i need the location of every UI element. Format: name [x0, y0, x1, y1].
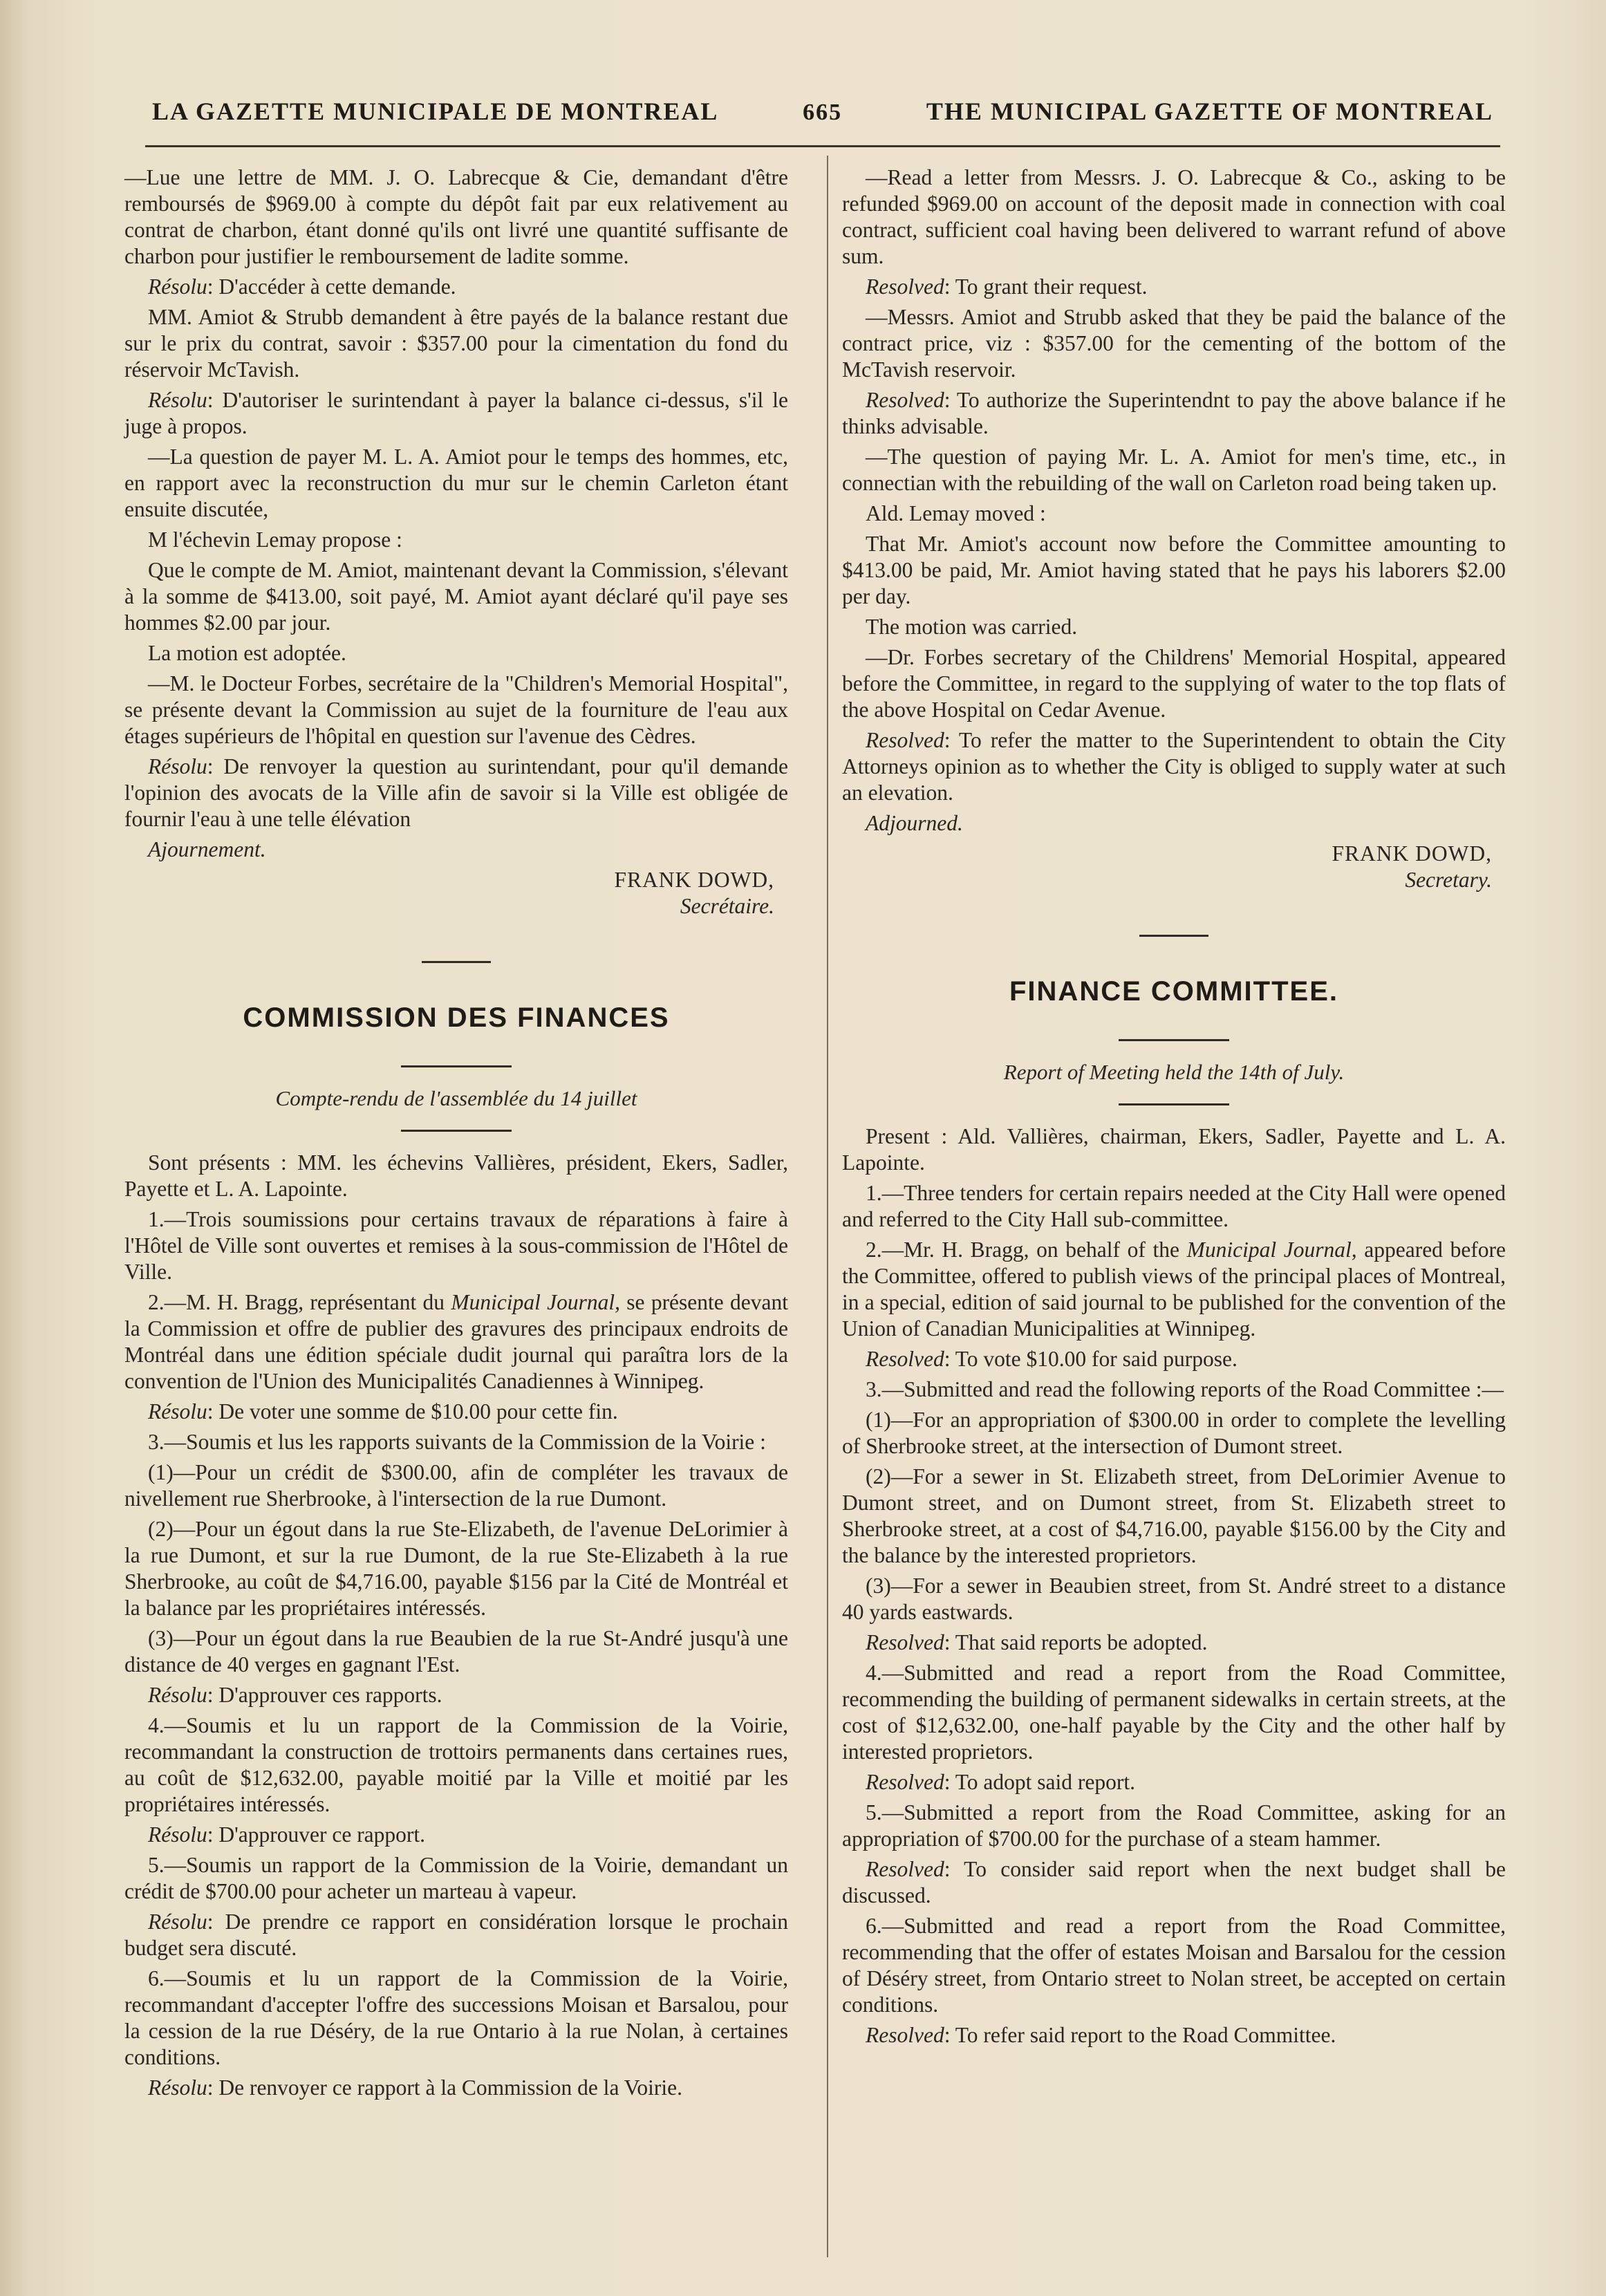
paragraph: 3.—Soumis et lus les rapports suivants de la Commission de la Voirie :: [148, 1430, 766, 1454]
paragraph: Ald. Lemay moved :: [866, 501, 1046, 525]
section-title: COMMISSION DES FINANCES: [243, 1002, 670, 1033]
resolution-label: Resolved: [866, 274, 944, 299]
paragraph: —Lue une lettre de MM. J. O. Labrecque & Cie, demandant d'être remboursés de $969.00 à compte du dépôt fait par eux relativement au contrat de charbon, étant donné qu'ils ont livré une quantité suffisante de charbon pour justifier le remboursement de ladite somme.: [124, 165, 788, 268]
resolution-label: Resolved: [866, 388, 944, 412]
paragraph: (3)—Pour un égout dans la rue Beaubien de la rue St-André jusqu'à une distance de 40 verges en gagnant l'Est.: [124, 1626, 788, 1677]
paragraph: —Dr. Forbes secretary of the Childrens' Memorial Hospital, appeared before the Committee, in regard to the supplying of water to the top flats of the above Hospital on Cedar Avenue.: [842, 645, 1506, 722]
title-rule: [401, 1065, 512, 1067]
header-french-title: LA GAZETTE MUNICIPALE DE MONTREAL: [152, 97, 719, 125]
resolution-label: Résolu: [148, 274, 207, 299]
resolution: [842, 387, 1506, 440]
page-header: [152, 97, 1493, 126]
paragraph: 6.—Submitted and read a report from the Road Committee, recommending that the offer of estates Moisan and Barsalou for the cession of Déséry street, from Ontario street to Nolan street, be accepted on certain conditions.: [842, 1914, 1506, 2017]
paragraph: Que le compte de M. Amiot, maintenant devant la Commission, s'élevant à la somme de $413.00, soit payé, M. Amiot ayant déclaré qu'il paye ses hommes $2.00 par jour.: [124, 558, 788, 635]
paragraph: 6.—Soumis et lu un rapport de la Commission de la Voirie, recommandant d'accepter l'offre des successions Moisan et Barsalou, pour la cession de la rue Déséry, de la rue Ontario à la rue Nolan, à certaines conditions.: [124, 1966, 788, 2069]
resolution-text: : To authorize the Superintendnt to pay the above balance if he thinks advisable.: [842, 388, 1506, 438]
section-separator: [422, 961, 491, 963]
resolution-text: : To vote $10.00 for said purpose.: [944, 1347, 1238, 1371]
signature-title: Secrétaire.: [680, 894, 774, 918]
adjournment: Adjourned.: [866, 811, 963, 835]
resolution-text: : To consider said report when the next budget shall be discussed.: [842, 1857, 1506, 1907]
paragraph: —La question de payer M. L. A. Amiot pour le temps des hommes, etc, en rapport avec la reconstruction du mur sur le chemin Carleton étant ensuite discutée,: [124, 445, 788, 521]
resolution-text: : D'approuver ce rapport.: [207, 1822, 426, 1847]
paragraph: (1)—For an appropriation of $300.00 in order to complete the levelling of Sherbrooke street, at the intersection of Dumont street.: [842, 1408, 1506, 1458]
paragraph: La motion est adoptée.: [148, 641, 346, 665]
resolution-text: : D'autoriser le surintendant à payer la balance ci-dessus, s'il le juge à propos.: [124, 388, 788, 438]
journal-name: Municipal Journal,: [1186, 1238, 1357, 1262]
resolution-text: : To adopt said report.: [944, 1770, 1135, 1794]
section-subtitle: Compte-rendu de l'assemblée du 14 juillet: [275, 1086, 637, 1110]
paragraph: (2)—For a sewer in St. Elizabeth street, from DeLorimier Avenue to Dumont street, and on Dumont street, from St. Elizabeth street to Sherbrooke street, at a cost of $4,716.00, payable $156.00 by the City and the balance by the interested proprietors.: [842, 1464, 1506, 1567]
paragraph: Present : Ald. Vallières, chairman, Ekers, Sadler, Payette and L. A. Lapointe.: [842, 1124, 1506, 1175]
resolution-label: Résolu: [148, 754, 207, 778]
resolution: [124, 754, 788, 832]
subtitle-rule: [401, 1130, 512, 1132]
resolution-text: : De prendre ce rapport en considération lorsque le prochain budget sera discuté.: [124, 1910, 788, 1960]
paragraph: (3)—For a sewer in Beaubien street, from St. André street to a distance 40 yards eastwards.: [842, 1574, 1506, 1624]
resolution: [842, 2022, 1506, 2048]
resolution-label: Resolved: [866, 728, 944, 752]
paragraph: 4.—Submitted and read a report from the Road Committee, recommending the building of permanent sidewalks in certain streets, at the cost of $12,632.00, one-half payable by the City and the other half by interested proprietors.: [842, 1661, 1506, 1764]
resolution: [842, 727, 1506, 806]
column-divider: [827, 156, 828, 2257]
resolution: [124, 2075, 788, 2101]
resolution-label: Resolved: [866, 1347, 944, 1371]
resolution: [842, 1856, 1506, 1909]
header-english-title: THE MUNICIPAL GAZETTE OF MONTREAL: [926, 97, 1493, 125]
signature-name: FRANK DOWD,: [614, 868, 774, 892]
resolution: [842, 1346, 1506, 1372]
resolution-label: Resolved: [866, 2023, 944, 2047]
resolution: [842, 1630, 1506, 1656]
paragraph: 4.—Soumis et lu un rapport de la Commission de la Voirie, recommandant la construction de trottoirs permanents dans certaines rues, au coût de $12,632.00, payable moitié par la Ville et moitié par les propriétaires intéressés.: [124, 1713, 788, 1816]
paragraph: 5.—Soumis un rapport de la Commission de la Voirie, demandant un crédit de $700.00 pour acheter un marteau à vapeur.: [124, 1853, 788, 1903]
resolution-label: Résolu: [148, 1399, 207, 1424]
resolution: [124, 1909, 788, 1961]
paragraph: —The question of paying Mr. L. A. Amiot for men's time, etc., in connectian with the rebuilding of the wall on Carleton road being taken up.: [842, 445, 1506, 495]
resolution: [124, 1822, 788, 1848]
english-column: [842, 165, 1506, 2053]
resolution-label: Resolved: [866, 1630, 944, 1654]
section-subtitle: Report of Meeting held the 14th of July.: [1003, 1060, 1345, 1084]
resolution: [124, 274, 788, 300]
adjournment: Ajournement.: [148, 837, 266, 861]
paragraph: [842, 1237, 1506, 1342]
resolution: [124, 1682, 788, 1708]
journal-name: Municipal Journal,: [451, 1290, 620, 1314]
paragraph: (1)—Pour un crédit de $300.00, afin de compléter les travaux de nivellement rue Sherbrooke, à l'intersection de la rue Dumont.: [124, 1460, 788, 1511]
paragraph: The motion was carried.: [866, 615, 1078, 639]
paragraph: MM. Amiot & Strubb demandent à être payés de la balance restant due sur le prix du contrat, savoir : $357.00 pour la cimentation du fond du réservoir McTavish.: [124, 305, 788, 382]
paragraph: —M. le Docteur Forbes, secrétaire de la "Children's Memorial Hospital", se présente devant la Commission au sujet de la fourniture de l'eau aux étages supérieurs de l'hôpital en question sur l'avenue des Cèdres.: [124, 671, 788, 748]
resolution-text: : To refer the matter to the Superintendent to obtain the City Attorneys opinion as to whether the City is obliged to supply water at such an elevation.: [842, 728, 1506, 805]
paragraph-text: 2.—Mr. H. Bragg, on behalf of the: [866, 1238, 1187, 1262]
resolution-text: : To refer said report to the Road Committee.: [944, 2023, 1336, 2047]
resolution-label: Resolved: [866, 1770, 944, 1794]
subtitle-rule: [1119, 1103, 1229, 1105]
resolution-text: : D'approuver ces rapports.: [207, 1683, 442, 1707]
resolution-text: : De renvoyer la question au surintendant, pour qu'il demande l'opinion des avocats de la Ville afin de savoir si la Ville est obligée de fournir l'eau à une telle élévation: [124, 754, 788, 831]
paragraph-text: 2.—M. H. Bragg, représentant du: [148, 1290, 451, 1314]
paragraph-text: appeared before the Committee, offered to publish views of the principal places of Montreal, in a special, edition of said journal to be published for the convention of the Union of Canadian Municipalities at Winnipeg.: [842, 1238, 1506, 1341]
resolution-text: : D'accéder à cette demande.: [207, 274, 456, 299]
resolution-label: Résolu: [148, 1910, 207, 1934]
page-number: 665: [803, 100, 843, 125]
paragraph: 1.—Trois soumissions pour certains travaux de réparations à faire à l'Hôtel de Ville sont ouvertes et remises à la sous-commission de l'Hôtel de Ville.: [124, 1207, 788, 1284]
resolution-label: Résolu: [148, 2075, 207, 2100]
resolution-text: : That said reports be adopted.: [944, 1630, 1208, 1654]
resolution-text: : De voter une somme de $10.00 pour cette fin.: [207, 1399, 618, 1424]
paragraph: (2)—Pour un égout dans la rue Ste-Elizabeth, de l'avenue DeLorimier à la rue Dumont, et sur la rue Dumont, de la rue Ste-Elizabeth à la rue Sherbrooke, au coût de $4,716.00, payable $156 par la Cité de Montréal et la balance par les propriétaires intéressés.: [124, 1517, 788, 1620]
signature-title: Secretary.: [1405, 868, 1492, 892]
paragraph: Sont présents : MM. les échevins Vallières, président, Ekers, Sadler, Payette et L. A. Lapointe.: [124, 1150, 788, 1201]
paragraph: 1.—Three tenders for certain repairs needed at the City Hall were opened and referred to the City Hall sub-committee.: [842, 1181, 1506, 1231]
paragraph: —Messrs. Amiot and Strubb asked that they be paid the balance of the contract price, viz : $357.00 for the cementing of the bottom of the McTavish reservoir.: [842, 305, 1506, 382]
resolution-label: Résolu: [148, 388, 207, 412]
resolution: [842, 1769, 1506, 1795]
paragraph: 5.—Submitted a report from the Road Committee, asking for an appropriation of $700.00 for the purchase of a steam hammer.: [842, 1800, 1506, 1851]
resolution-label: Resolved: [866, 1857, 944, 1881]
resolution: [124, 387, 788, 440]
section-separator: [1139, 935, 1208, 937]
paragraph: M l'échevin Lemay propose :: [148, 528, 402, 552]
resolution-text: : To grant their request.: [944, 274, 1148, 299]
french-column: [124, 165, 788, 2105]
signature-name: FRANK DOWD,: [1332, 841, 1492, 866]
title-rule: [1119, 1039, 1229, 1041]
resolution-text: : De renvoyer ce rapport à la Commission de la Voirie.: [207, 2075, 683, 2100]
paragraph: 3.—Submitted and read the following reports of the Road Committee :—: [866, 1377, 1504, 1401]
paragraph: —Read a letter from Messrs. J. O. Labrecque & Co., asking to be refunded $969.00 on account of the deposit made in connection with coal contract, sufficient coal having been delivered to warrant refund of above sum.: [842, 165, 1506, 268]
resolution-label: Résolu: [148, 1822, 207, 1847]
paragraph-text: se présente devant la Commission et offre de publier des gravures des principaux endroits de Montréal dans une édition spéciale dudit journal qui paraîtra lors de la convention de l'Union des Municipalités Canadiennes à Winnipeg.: [124, 1290, 789, 1393]
resolution: [124, 1399, 788, 1425]
resolution-label: Résolu: [148, 1683, 207, 1707]
paragraph: [124, 1289, 788, 1394]
paragraph: That Mr. Amiot's account now before the Committee amounting to $413.00 be paid, Mr. Amiot having stated that he pays his laborers $2.00 per day.: [842, 532, 1506, 608]
header-rule: [145, 145, 1500, 147]
section-title: FINANCE COMMITTEE.: [1009, 976, 1338, 1007]
resolution: [842, 274, 1506, 300]
